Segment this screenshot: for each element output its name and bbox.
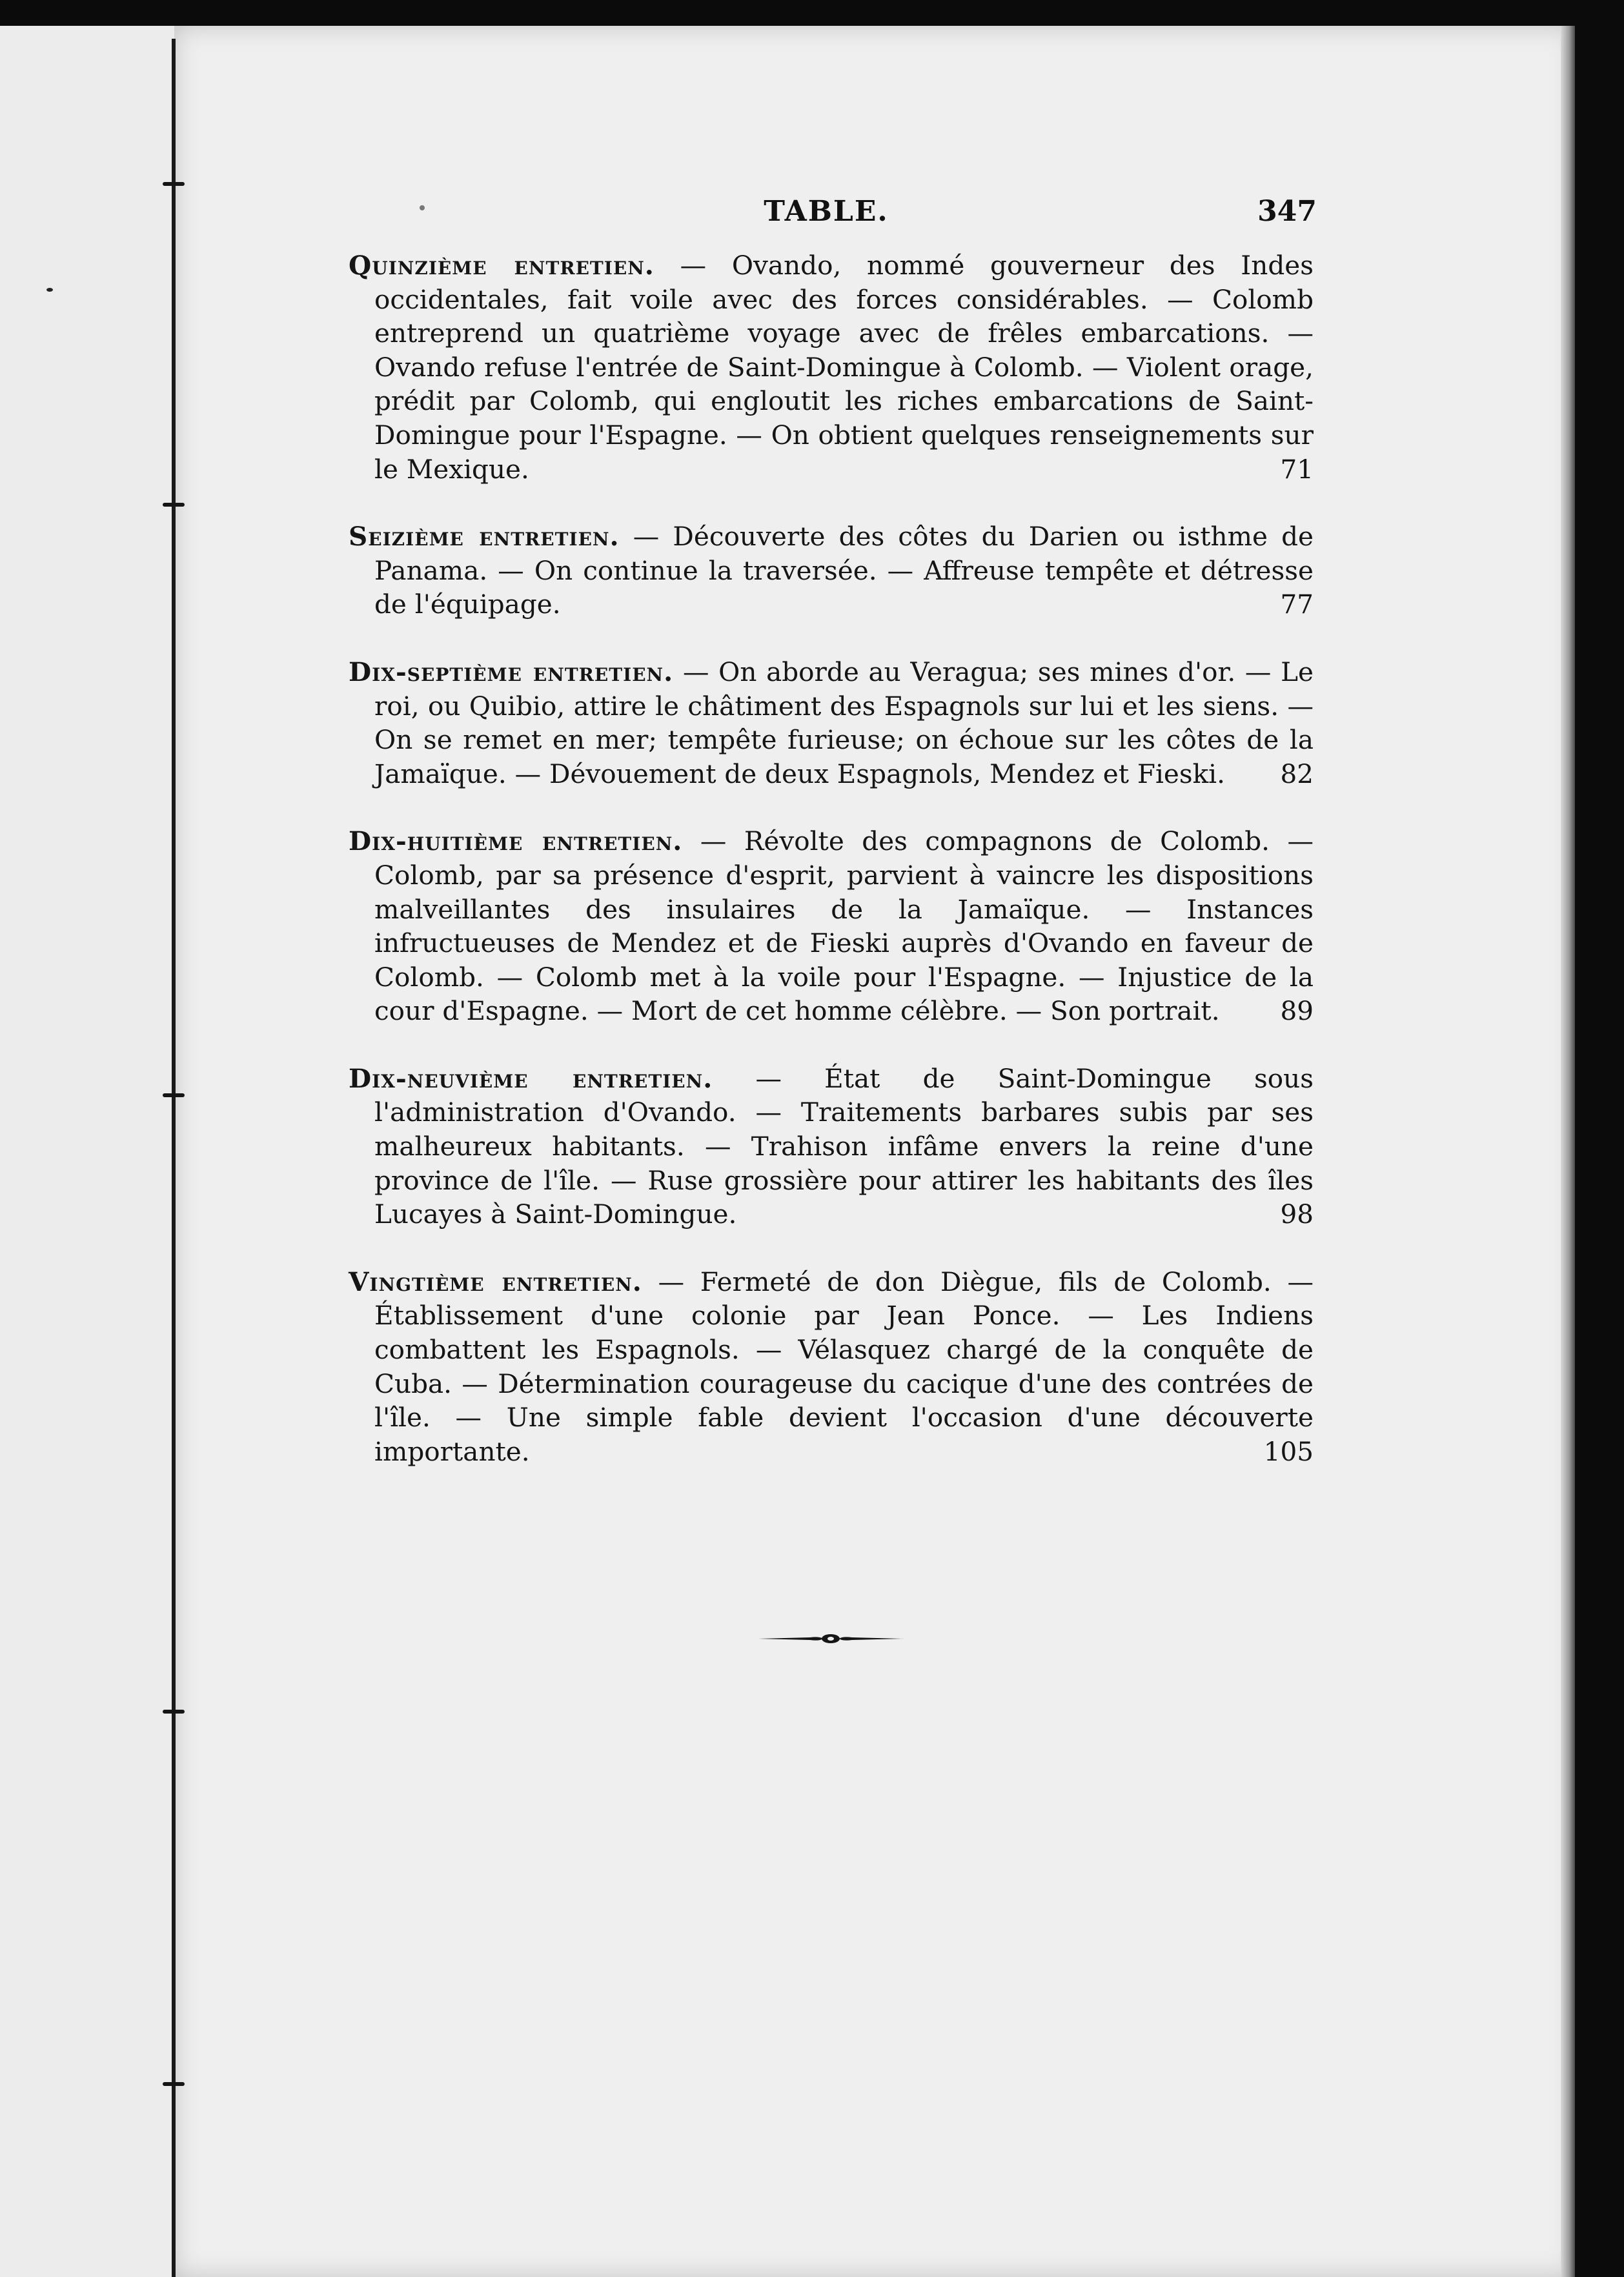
binding-thread-mark (163, 1707, 185, 1716)
binding-thread-mark (163, 1091, 185, 1100)
entry-page-number: 77 (1280, 589, 1314, 620)
toc-entry (349, 520, 1314, 622)
toc-entry (349, 248, 1314, 486)
entry-summary: — On aborde au Veragua; ses mines d'or. — Le roi, ou Quibio, attire le châtiment des Espagnols sur lui et les siens. — On se remet en mer; tempête furieuse; on échoue sur les côtes de la Jamaïque. — Dévouement de deux Espagnols, Mendez et Fieski. (374, 656, 1314, 789)
toc-entry (349, 824, 1314, 1028)
entry-page-number: 105 (1263, 1435, 1314, 1467)
entry-summary: — Fermeté de don Diègue, fils de Colomb. — Établissement d'une colonie par Jean Ponce. — Les Indiens combattent les Espagnols. — Vélasquez chargé de la conquête de Cuba. — Détermination courageuse du cacique d'une des contrées de l'île. — Une simple fable devient l'occasion d'une découverte importante. (374, 1266, 1314, 1467)
entry-heading: Dix-huitième entretien. (349, 825, 683, 857)
entry-heading: Dix-septième entretien. (349, 656, 674, 687)
binding-thread-mark (163, 500, 185, 509)
entry-heading: Vingtième entretien. (349, 1266, 642, 1297)
entry-summary: — Ovando, nommé gouverneur des Indes occidentales, fait voile avec des forces considérables. — Colomb entreprend un quatrième voyage avec de frêles embarcations. — Ovando refuse l'entrée de Saint-Domingue à Colomb. — Violent orage, prédit par Colomb, qui engloutit les riches embarcations de Saint-Domingue pour l'Espagne. — On obtient quelques renseignements sur le Mexique. (374, 250, 1314, 485)
entry-heading: Dix-neuvième entretien. (349, 1062, 713, 1094)
entry-heading: Quinzième entretien. (349, 250, 655, 281)
scan-top-border (0, 0, 1624, 26)
page-right-edge (1561, 26, 1575, 2277)
entry-page-number: 71 (1280, 453, 1314, 485)
table-of-contents (349, 248, 1314, 1502)
entry-summary: — Découverte des côtes du Darien ou isthme de Panama. — On continue la traversée. — Affreuse tempête et détresse de l'équipage. (374, 521, 1314, 620)
running-title: TABLE. (764, 195, 889, 228)
toc-entry (349, 1265, 1314, 1469)
entry-summary: — État de Saint-Domingue sous l'administration d'Ovando. — Traitements barbares subis par ses malheureux habitants. — Trahison infâme envers la reine d'une province de l'île. — Ruse grossière pour attirer les habitants des îles Lucayes à Saint-Domingue. (374, 1062, 1314, 1230)
binding-thread-mark (163, 179, 185, 188)
running-head (336, 195, 1317, 234)
entry-heading: Seizième entretien. (349, 521, 620, 552)
binding-thread-mark (163, 2080, 185, 2089)
previous-page-edge (0, 26, 174, 2277)
binding-fold-line (172, 39, 176, 2277)
entry-page-number: 98 (1280, 1199, 1314, 1230)
end-ornament-icon (758, 1630, 904, 1648)
entry-summary: — Révolte des compagnons de Colomb. — Colomb, par sa présence d'esprit, parvient à vaincre les dispositions malveillantes des insulaires de la Jamaïque. — Instances infructueuses de Mendez et de Fieski auprès d'Ovando en faveur de Colomb. — Colomb met à la voile pour l'Espagne. — Injustice de la cour d'Espagne. — Mort de cet homme célèbre. — Son portrait. (374, 825, 1314, 1027)
page-number: 347 (1257, 195, 1317, 228)
scan-speck (46, 288, 53, 292)
toc-entry (349, 1062, 1314, 1231)
entry-page-number: 82 (1280, 758, 1314, 789)
entry-page-number: 89 (1280, 995, 1314, 1027)
toc-entry (349, 655, 1314, 791)
